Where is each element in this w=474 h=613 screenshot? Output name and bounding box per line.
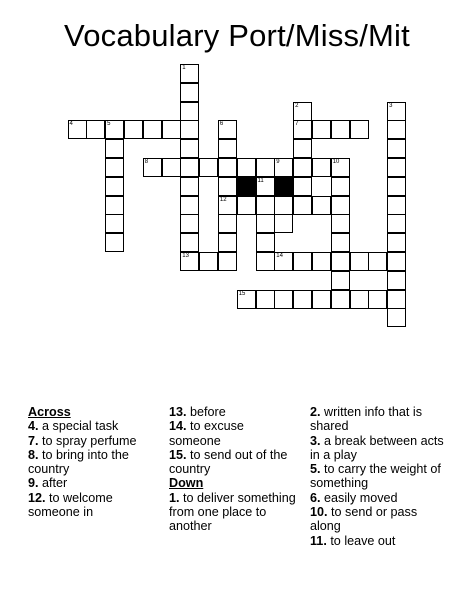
grid-cell[interactable]	[331, 290, 350, 309]
cell-number: 4	[69, 121, 73, 128]
clue-text: before	[190, 405, 226, 419]
grid-cell[interactable]	[331, 252, 350, 271]
grid-cell[interactable]	[180, 64, 199, 83]
cell-number: 3	[389, 102, 393, 109]
clue-item	[28, 419, 163, 433]
cell-number: 15	[238, 290, 246, 297]
grid-cell[interactable]	[293, 252, 312, 271]
cell-number: 13	[182, 253, 189, 259]
clue-number: 3.	[310, 433, 321, 448]
grid-cell[interactable]	[180, 83, 199, 102]
cell-number: 5	[107, 121, 111, 128]
grid-cell[interactable]	[218, 158, 237, 177]
clue-item	[310, 505, 450, 534]
grid-cell[interactable]	[256, 233, 275, 252]
cell-number: 11	[257, 177, 264, 184]
grid-cell[interactable]	[387, 308, 406, 327]
grid-cell[interactable]	[350, 252, 369, 271]
clue-text: to carry the weight of something	[310, 462, 441, 491]
grid-cell[interactable]	[237, 290, 256, 309]
grid-cell[interactable]	[143, 120, 162, 139]
clue-item	[169, 448, 299, 477]
grid-cell[interactable]	[105, 139, 124, 158]
clue-text: easily moved	[324, 490, 398, 505]
grid-cell[interactable]	[312, 120, 331, 139]
cell-number: 1	[182, 65, 186, 71]
grid-cell[interactable]	[387, 252, 406, 271]
grid-cell[interactable]	[293, 177, 312, 196]
clue-number: 4.	[28, 419, 39, 434]
grid-cell[interactable]	[293, 120, 312, 139]
clue-text: to leave out	[330, 533, 396, 548]
grid-cell[interactable]	[180, 214, 199, 233]
grid-cell[interactable]	[218, 196, 237, 215]
grid-cell[interactable]	[387, 214, 406, 233]
grid-cell[interactable]	[387, 233, 406, 252]
grid-cell[interactable]	[387, 158, 406, 177]
grid-cell[interactable]	[218, 177, 237, 196]
grid-cell[interactable]	[293, 196, 312, 215]
grid-cell[interactable]	[387, 271, 406, 290]
clue-number: 10.	[310, 505, 328, 520]
grid-cell[interactable]	[387, 120, 406, 139]
across-clue-list-cont	[169, 405, 299, 476]
cell-number: 12	[219, 196, 227, 203]
clue-number: 12.	[28, 490, 46, 505]
clue-item	[28, 448, 163, 477]
grid-cell[interactable]	[256, 177, 275, 196]
grid-cell[interactable]	[274, 158, 293, 177]
grid-cell[interactable]	[368, 252, 387, 271]
clue-item	[28, 476, 163, 490]
cell-number: 6	[219, 121, 224, 128]
clue-text: to deliver something from one place to another	[169, 490, 296, 534]
grid-cell[interactable]	[256, 214, 275, 233]
clue-item	[310, 405, 450, 434]
clue-text: to welcome someone in	[28, 490, 113, 520]
grid-cell[interactable]	[218, 139, 237, 158]
clue-item	[310, 491, 450, 505]
grid-cell[interactable]	[180, 177, 199, 196]
grid-cell[interactable]	[350, 120, 369, 139]
clue-number: 9.	[28, 476, 39, 491]
grid-cell[interactable]	[105, 214, 124, 233]
grid-cell[interactable]	[218, 120, 237, 139]
grid-cell[interactable]	[293, 290, 312, 309]
clue-item	[310, 434, 450, 463]
grid-cell[interactable]	[180, 102, 199, 121]
grid-cell[interactable]	[368, 290, 387, 309]
clue-number: 14.	[169, 419, 187, 434]
grid-cell[interactable]	[293, 102, 312, 121]
grid-cell[interactable]	[105, 196, 124, 215]
clue-item	[28, 434, 163, 448]
grid-cell[interactable]	[312, 196, 331, 215]
clue-number: 15.	[169, 447, 187, 462]
grid-cell[interactable]	[350, 290, 369, 309]
black-square	[274, 177, 293, 196]
grid-cell[interactable]	[293, 158, 312, 177]
grid-cell[interactable]	[124, 120, 143, 139]
clue-text: to bring into the country	[28, 447, 129, 477]
grid-cell[interactable]	[331, 196, 350, 215]
grid-cell[interactable]	[218, 233, 237, 252]
grid-cell[interactable]	[180, 158, 199, 177]
grid-cell[interactable]	[162, 158, 181, 177]
clues-column-2	[169, 405, 299, 534]
grid-cell[interactable]	[312, 158, 331, 177]
black-square	[237, 177, 256, 196]
grid-cell[interactable]	[256, 196, 275, 215]
grid-cell[interactable]	[162, 120, 181, 139]
grid-cell[interactable]	[331, 214, 350, 233]
puzzle-title: Vocabulary Port/Miss/Mit	[64, 18, 410, 53]
clue-number: 7.	[28, 433, 39, 448]
down-clue-list-cont	[310, 405, 450, 548]
cell-number: 7	[295, 121, 299, 128]
clue-text: to send out of the country	[169, 447, 288, 477]
clue-number: 13.	[169, 405, 187, 419]
clue-text: to send or pass along	[310, 505, 418, 534]
clues-column-3	[310, 405, 450, 548]
clue-number: 5.	[310, 462, 321, 477]
grid-cell[interactable]	[387, 290, 406, 309]
grid-cell[interactable]	[105, 120, 124, 139]
clue-item	[310, 534, 450, 548]
grid-cell[interactable]	[143, 158, 162, 177]
cell-number: 9	[276, 159, 280, 165]
grid-cell[interactable]	[312, 290, 331, 309]
clue-number: 2.	[310, 405, 321, 419]
across-heading: Across	[28, 405, 71, 419]
grid-cell[interactable]	[387, 196, 406, 215]
grid-cell[interactable]	[199, 158, 218, 177]
clue-text: written info that is shared	[310, 405, 423, 434]
clues-column-1	[28, 405, 163, 519]
grid-cell[interactable]	[180, 139, 199, 158]
clue-number: 11.	[310, 533, 327, 548]
cell-number: 14	[276, 253, 283, 259]
clue-text: a break between acts in a play	[310, 433, 444, 462]
grid-cell[interactable]	[256, 290, 275, 309]
clue-item	[169, 405, 299, 419]
grid-cell[interactable]	[274, 252, 293, 271]
grid-cell[interactable]	[180, 120, 199, 139]
grid-cell[interactable]	[105, 233, 124, 252]
clue-text: after	[42, 476, 68, 491]
down-clue-list	[169, 491, 299, 534]
grid-cell[interactable]	[218, 214, 237, 233]
clue-number: 6.	[310, 490, 321, 505]
grid-cell[interactable]	[105, 177, 124, 196]
grid-cell[interactable]	[256, 252, 275, 271]
grid-cell[interactable]	[331, 120, 350, 139]
grid-cell[interactable]	[387, 102, 406, 121]
cell-number: 8	[144, 159, 149, 165]
grid-cell[interactable]	[331, 233, 350, 252]
clue-number: 1.	[169, 490, 180, 505]
grid-cell[interactable]	[180, 252, 199, 271]
grid-cell[interactable]	[105, 158, 124, 177]
grid-cell[interactable]	[387, 177, 406, 196]
grid-cell[interactable]	[331, 271, 350, 290]
clue-number: 8.	[28, 447, 39, 462]
grid-cell[interactable]	[86, 120, 105, 139]
grid-cell[interactable]	[274, 290, 293, 309]
clue-item	[169, 491, 299, 534]
clue-text: to spray perfume	[42, 433, 137, 448]
grid-cell[interactable]	[387, 139, 406, 158]
clue-text: to excuse someone	[169, 419, 244, 448]
grid-cell[interactable]	[331, 158, 350, 177]
cell-number: 10	[332, 159, 340, 165]
grid-cell[interactable]	[68, 120, 87, 139]
grid-cell[interactable]	[180, 196, 199, 215]
clue-text: a special task	[42, 419, 119, 434]
grid-cell[interactable]	[237, 158, 256, 177]
grid-cell[interactable]	[293, 139, 312, 158]
grid-cell[interactable]	[331, 177, 350, 196]
clue-item	[28, 491, 163, 520]
grid-cell[interactable]	[274, 196, 293, 215]
grid-cell[interactable]	[199, 252, 218, 271]
grid-cell[interactable]	[237, 196, 256, 215]
across-clue-list	[28, 419, 163, 519]
grid-cell[interactable]	[256, 158, 275, 177]
grid-cell[interactable]	[312, 252, 331, 271]
clue-item	[169, 419, 299, 448]
grid-cell[interactable]	[274, 214, 293, 233]
grid-cell[interactable]	[180, 233, 199, 252]
clue-item	[310, 462, 450, 491]
grid-cell[interactable]	[218, 252, 237, 271]
cell-number: 2	[295, 102, 299, 109]
down-heading: Down	[169, 476, 204, 491]
